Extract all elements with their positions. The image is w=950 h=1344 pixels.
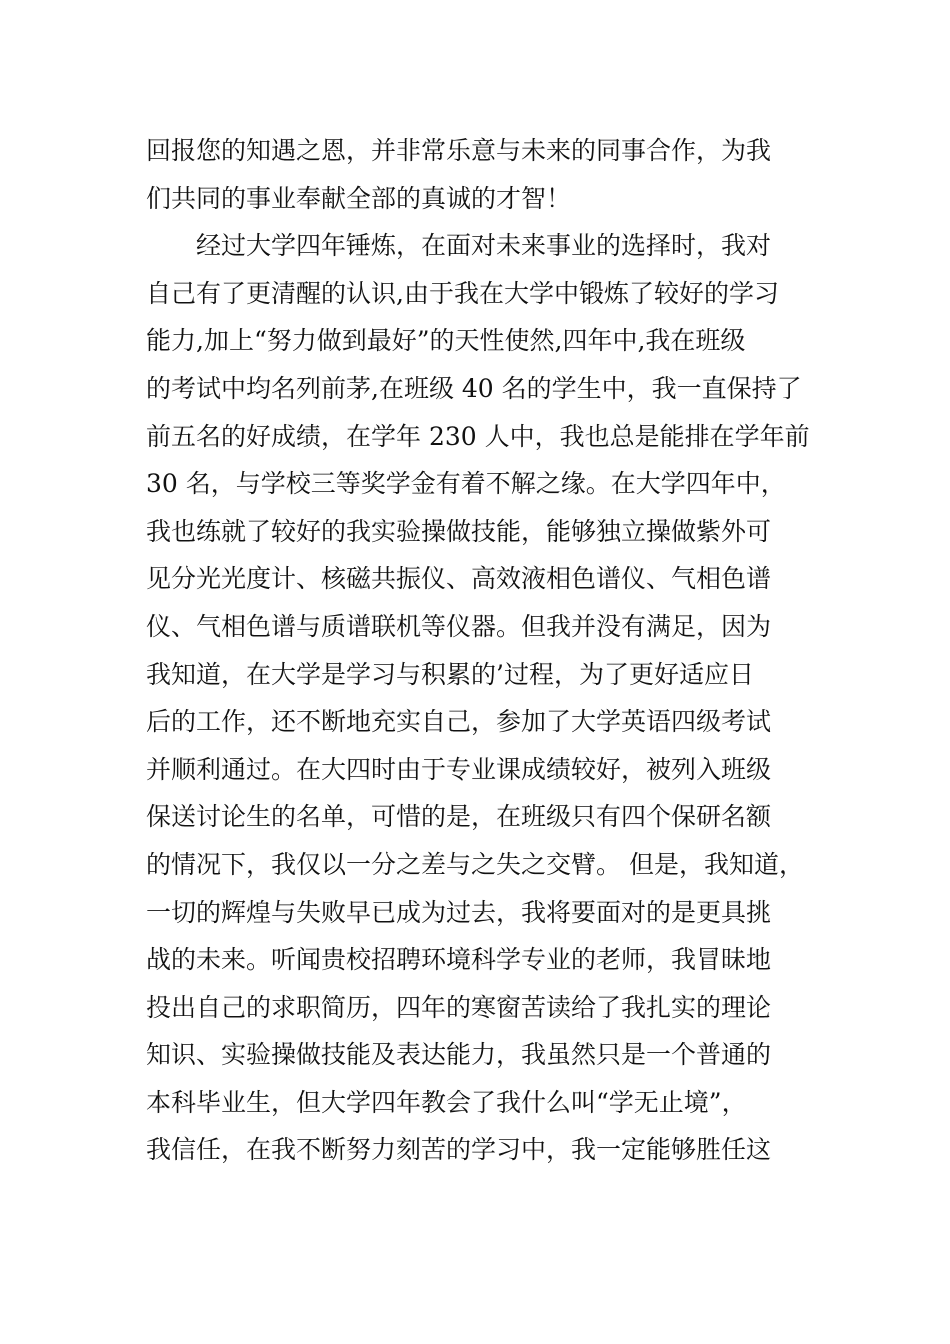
- text-line: 投出自己的求职简历，四年的寒窗苦读给了我扎实的理论: [146, 992, 772, 1022]
- text-line: 并顺利通过。在大四时由于专业课成绩较好，被列入班级: [146, 754, 772, 784]
- text-line: 能力,加上“努力做到最好”的天性使然,四年中,我在班级: [146, 326, 746, 356]
- text-line: 我信任，在我不断努力刻苦的学习中，我一定能够胜任这: [146, 1135, 772, 1165]
- text-line: 我也练就了较好的我实验操做技能，能够独立操做紫外可: [146, 516, 772, 546]
- text-line: 战的未来。听闻贵校招聘环境科学专业的老师，我冒昧地: [146, 945, 772, 975]
- text-line: 我知道，在大学是学习与积累的’过程，为了更好适应日: [146, 659, 754, 689]
- text-line: [146, 1222, 826, 1270]
- text-line: 自己有了更清醒的认识,由于我在大学中锻炼了较好的学习: [146, 278, 779, 308]
- text-line: 30 名，与学校三等奖学金有着不解之缘。在大学四年中，: [146, 469, 786, 499]
- text-line: 们共同的事业奉献全部的真诚的才智！: [146, 183, 572, 213]
- text-line: 保送讨论生的名单，可惜的是，在班级只有四个保研名额: [146, 802, 772, 832]
- paragraph-1: [146, 127, 826, 222]
- text-line: 见分光光度计、核磁共振仪、高效液相色谱仪、气相色谱: [146, 564, 772, 594]
- text-line: 知识、实验操做技能及表达能力，我虽然只是一个普通的: [146, 1040, 772, 1070]
- text-line: 后的工作，还不断地充实自己，参加了大学英语四级考试: [146, 707, 772, 737]
- text-line: [146, 1174, 826, 1222]
- text-line: 本科毕业生，但大学四年教会了我什么叫“学无止境”，: [146, 1087, 747, 1117]
- paragraph-2: [146, 222, 826, 1269]
- text-line: 一切的辉煌与失败早已成为过去，我将要面对的是更具挑: [146, 897, 772, 927]
- text-line: 回报您的知遇之恩，并非常乐意与未来的同事合作，为我: [146, 136, 772, 165]
- text-line: 经过大学四年锤炼，在面对未来事业的选择时，我对: [196, 231, 772, 261]
- text-line: 的情况下，我仅以一分之差与之失之交臂。 但是，我知道，: [146, 849, 804, 879]
- text-line: 的考试中均名列前茅,在班级 40 名的学生中，我一直保持了: [146, 373, 802, 403]
- text-line: 仪、气相色谱与质谱联机等仪器。但我并没有满足，因为: [146, 611, 772, 641]
- text-line: 前五名的好成绩，在学年 230 人中，我也总是能排在学年前: [146, 421, 810, 451]
- body-text: [146, 127, 826, 1269]
